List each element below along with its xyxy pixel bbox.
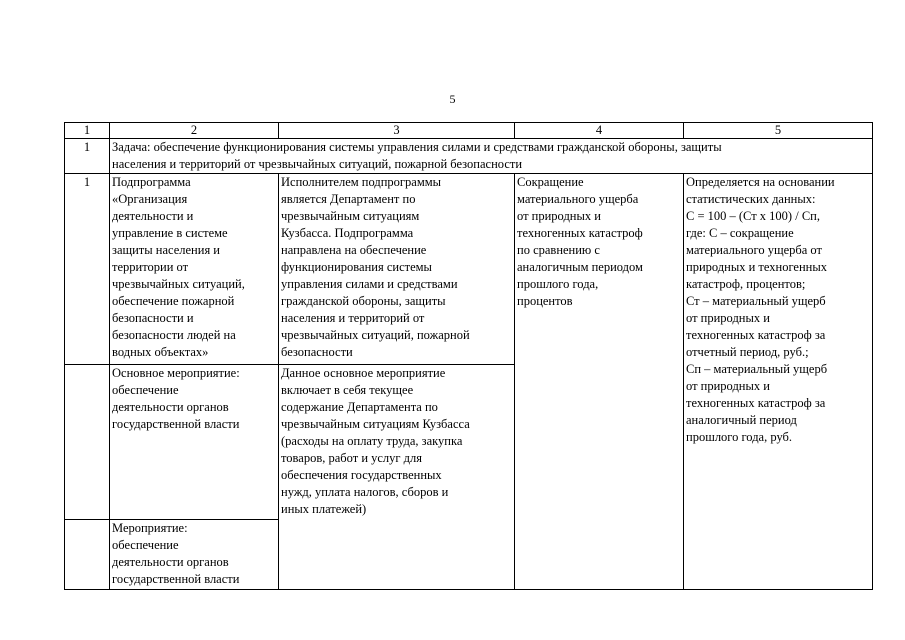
main-activity-description-cell: Данное основное мероприятие включает в себя текущее содержание Департамента по чрезвычайным ситуациям Кузбасса (расходы на оплату труда, закупка товаров, работ и услуг для обеспечения государственных нужд, уплата налогов, сборов и иных платежей) (279, 365, 515, 520)
calculation-method-cell: Определяется на основании статистических данных: С = 100 – (Ст х 100) / Сп, где: С – сокращение материального ущерба от природных и техногенных катастроф, процентов; Ст – материальный ущерб от природных и техногенных катастроф за отчетный период, руб.; Сп – материальный ущерб от природных и техногенных катастроф за аналогичный период прошлого года, руб. (684, 174, 873, 590)
task-number-cell: 1 (65, 139, 110, 174)
subprogram-name-cell: Подпрограмма «Организация деятельности и управление в системе защиты населения и территории от чрезвычайных ситуаций, обеспечение пожарной безопасности и безопасности людей на водных объектах» (110, 174, 279, 365)
activity-description-cell (279, 520, 515, 590)
subprogram-description-cell: Исполнителем подпрограммы является Департамент по чрезвычайным ситуациям Кузбасса. Подпрограмма направлена на обеспечение функционирования системы управления силами и средствами гражданской обороны, защиты населения и территорий от чрезвычайных ситуаций, пожарной безопасности (279, 174, 515, 365)
subprogram-row (65, 174, 873, 365)
page-number: 5 (449, 92, 456, 106)
row-number-cell (65, 520, 110, 590)
task-row (65, 139, 873, 174)
header-cell-1: 1 (65, 123, 110, 139)
header-cell-2: 2 (110, 123, 279, 139)
table-header-row (65, 123, 873, 139)
task-text-cell: Задача: обеспечение функционирования системы управления силами и средствами гражданской обороны, защиты населения и территорий от чрезвычайных ситуаций, пожарной безопасности (110, 139, 873, 174)
main-activity-name-cell: Основное мероприятие: обеспечение деятельности органов государственной власти (110, 365, 279, 520)
header-cell-3: 3 (279, 123, 515, 139)
header-cell-5: 5 (684, 123, 873, 139)
indicator-cell: Сокращение материального ущерба от природных и техногенных катастроф по сравнению с аналогичным периодом прошлого года, процентов (515, 174, 684, 590)
subprogram-table (64, 122, 873, 590)
activity-name-cell: Мероприятие: обеспечение деятельности органов государственной власти (110, 520, 279, 590)
row-number-cell (65, 365, 110, 520)
header-cell-4: 4 (515, 123, 684, 139)
row-number-cell: 1 (65, 174, 110, 365)
